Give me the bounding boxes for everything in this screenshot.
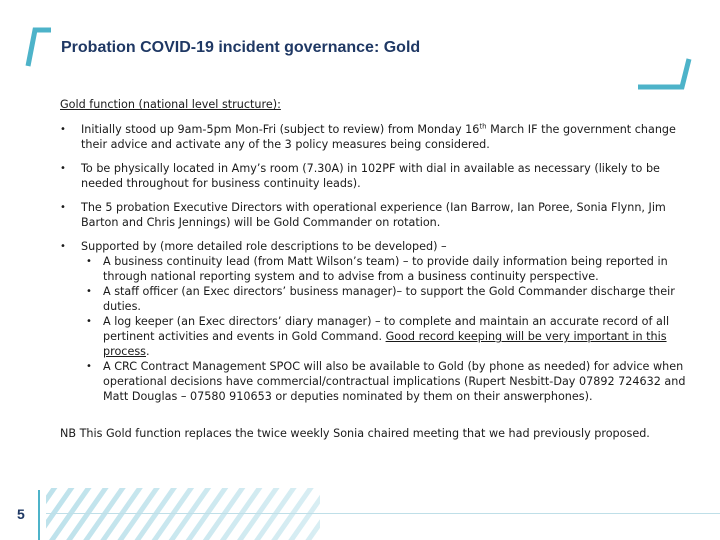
bullet-text-post: March IF the government change their advice and activate any of the 3 policy measures being considered. xyxy=(81,123,676,151)
sub-item-text: A business continuity lead (from Matt Wilson’s team) – to provide daily information being reported in through national reporting system and to advise from a business continuity perspective. xyxy=(103,255,668,283)
sub-item-staff-officer xyxy=(81,284,700,314)
sub-bullet-list xyxy=(81,254,700,404)
page-number-divider xyxy=(36,490,42,540)
sub-item-log-keeper xyxy=(81,314,700,359)
bullet-marker: • xyxy=(60,202,66,213)
sub-bullet-marker: • xyxy=(86,316,92,327)
sub-item-text: A staff officer (an Exec directors’ business manager)– to support the Gold Commander discharge their duties. xyxy=(103,285,675,313)
sub-item-text-post: . xyxy=(146,345,150,358)
bullet-item-commanders xyxy=(60,200,700,230)
bullet-text-pre: Initially stood up 9am-5pm Mon-Fri (subject to review) from Monday 16 xyxy=(81,123,480,136)
sub-bullet-marker: • xyxy=(86,361,92,372)
bullet-item-schedule xyxy=(60,122,700,152)
sub-bullet-marker: • xyxy=(86,256,92,267)
bullet-text: The 5 probation Executive Directors with operational experience (Ian Barrow, Ian Poree, Sonia Flynn, Jim Barton and Chris Jennings) will be Gold Commander on rotation. xyxy=(81,201,666,229)
sub-item-text-pre: A log keeper (an Exec directors’ diary manager) – to complete and maintain an accurate record of all pertinent activities and events in Gold Command. xyxy=(103,315,670,343)
right-accent-slash xyxy=(636,56,692,92)
bullet-item-location xyxy=(60,161,700,191)
footer-pattern xyxy=(0,488,720,540)
slide-title: Probation COVID-19 incident governance: Gold xyxy=(61,39,421,56)
footnote: NB This Gold function replaces the twice weekly Sonia chaired meeting that we had previously proposed. xyxy=(60,427,650,440)
bullet-item-support xyxy=(60,239,700,404)
bullet-marker: • xyxy=(60,163,66,174)
bullet-marker: • xyxy=(60,241,66,252)
sub-item-emphasis: Good record keeping will be very important in this process xyxy=(103,330,667,358)
bullet-text: To be physically located in Amy’s room (7.30A) in 102PF with dial in available as necessary (likely to be needed throughout for business continuity leads). xyxy=(81,162,660,190)
top-left-accent-slash xyxy=(24,26,54,70)
sub-item-text: A CRC Contract Management SPOC will also be available to Gold (by phone as needed) for advice when operational decisions have commercial/contractual implications (Rupert Nesbitt-Day 07892 724632 and Matt Douglas – 07580 910653 or deputies nominated by them on their answerphones). xyxy=(103,360,686,403)
slide-content xyxy=(60,97,700,452)
bullet-marker: • xyxy=(60,124,66,135)
bullet-text: Supported by (more detailed role descriptions to be developed) – xyxy=(81,240,447,253)
sub-bullet-marker: • xyxy=(86,286,92,297)
sub-item-business-continuity-lead xyxy=(81,254,700,284)
bullet-list xyxy=(60,122,700,404)
ordinal-suffix: th xyxy=(479,122,487,131)
section-heading: Gold function (national level structure): xyxy=(60,98,281,111)
page-number: 5 xyxy=(17,506,25,522)
sub-item-crc-spoc xyxy=(81,359,700,404)
